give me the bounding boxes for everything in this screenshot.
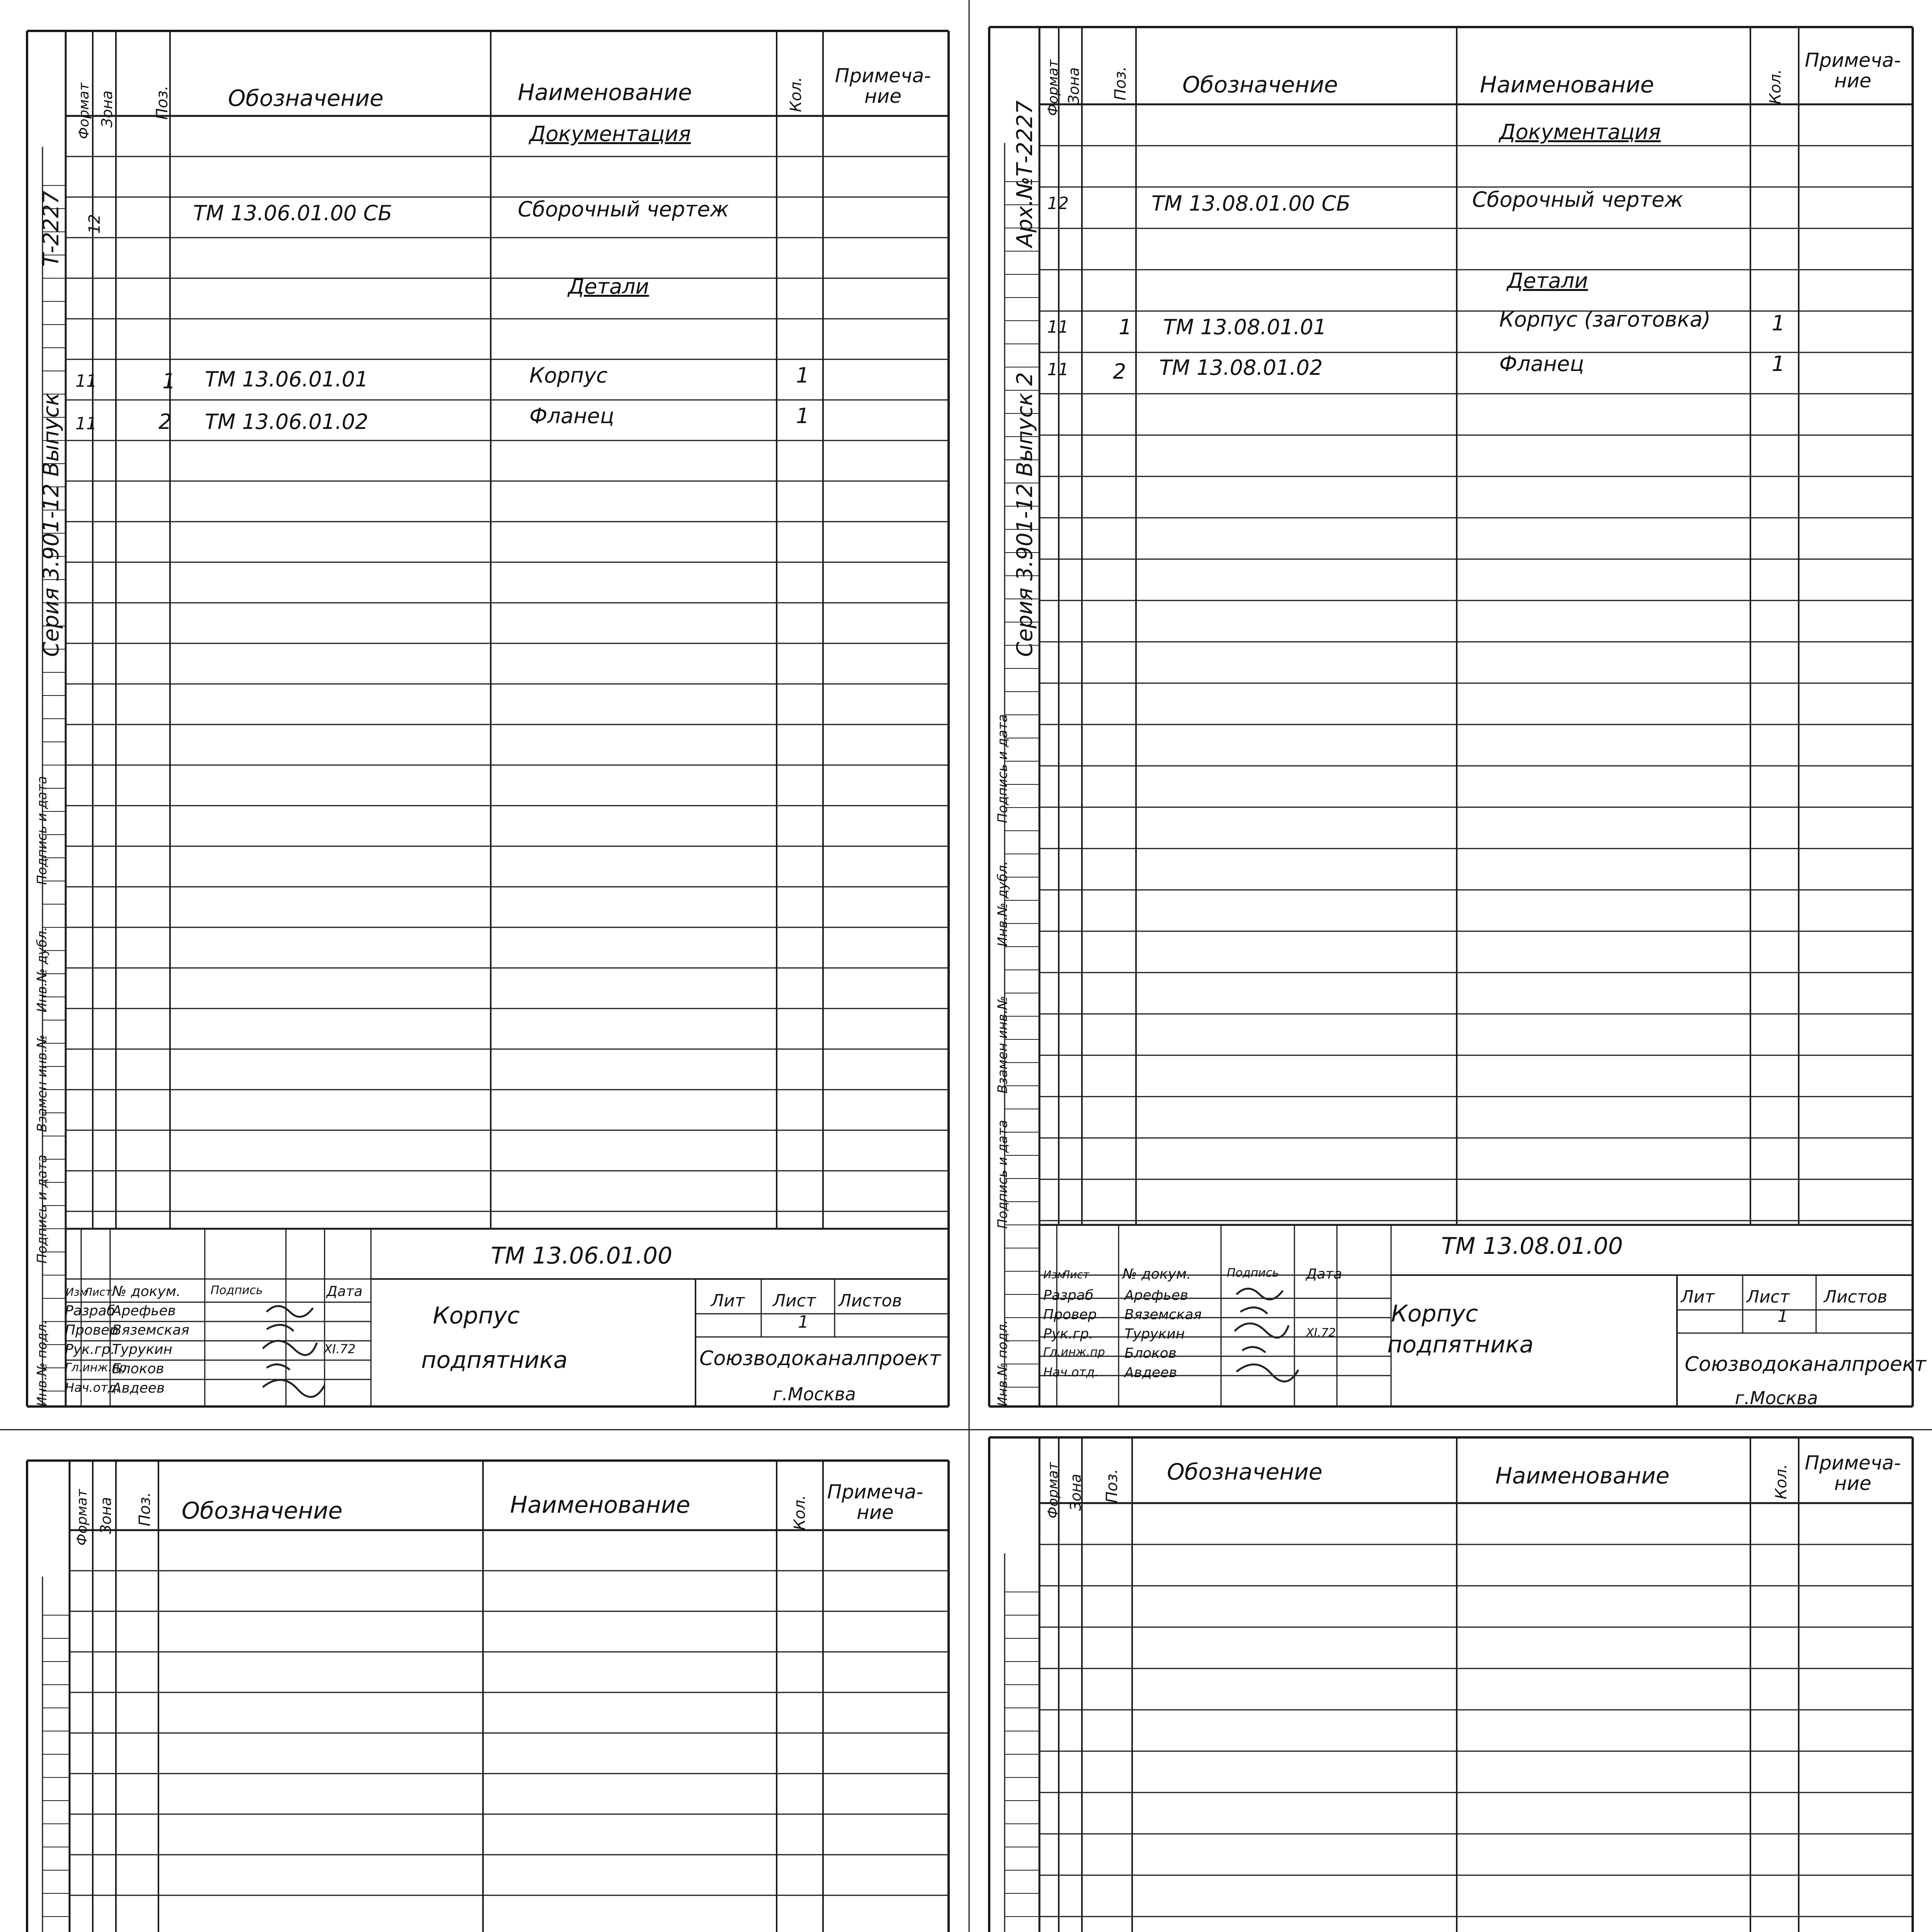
row-2-name: Корпус	[529, 363, 608, 388]
stamp-sheets: Листов	[838, 1291, 902, 1311]
person-2-role: Провер	[65, 1322, 119, 1338]
side-label-vzam-inv: Взамен инв.№	[995, 996, 1010, 1094]
header-qty: Кол.	[787, 77, 805, 112]
stamp-sheet: Лист	[1747, 1287, 1790, 1307]
header-note-line2: ние	[1834, 1472, 1871, 1495]
row-1-name: Сборочный чертеж	[518, 197, 729, 221]
stamp-lit: Лит	[1681, 1287, 1715, 1307]
stamp-lit: Лит	[711, 1291, 745, 1311]
row-3-designation: ТМ 13.08.01.02	[1159, 355, 1323, 380]
header-note-line1: Примеча-	[1804, 1452, 1901, 1474]
header-format: Формат	[76, 82, 92, 139]
side-label-inv-dubl: Инв.№ дубл.	[34, 927, 50, 1012]
stamp-sheets: Листов	[1824, 1287, 1888, 1307]
organization: Союзводоканалпроект	[1685, 1353, 1926, 1376]
row-2-designation: ТМ 13.06.01.01	[205, 367, 369, 391]
city: г.Москва	[773, 1384, 856, 1405]
row-3-format: 11	[1047, 360, 1069, 379]
side-label-podpis: Подпись и дата	[34, 776, 50, 885]
header-name: Наименование	[510, 1492, 690, 1519]
header-format: Формат	[74, 1489, 90, 1546]
person-3-role: Рук.гр.	[1043, 1326, 1094, 1342]
person-5-role: Нач.отд.	[65, 1380, 121, 1395]
title-line-1: Корпус	[433, 1302, 520, 1329]
row-3-qty: 1	[1772, 352, 1785, 376]
row-3-pos: 2	[158, 410, 172, 434]
row-2-format: 11	[1047, 317, 1069, 337]
header-note-line2: ние	[857, 1501, 894, 1524]
stamp-sign: Подпись	[1227, 1266, 1279, 1280]
person-5-role: Нач.отд.	[1043, 1365, 1099, 1379]
row-2-qty: 1	[796, 363, 810, 388]
archive-number: Арх.№Т-2227	[1012, 100, 1037, 247]
header-designation: Обозначение	[228, 85, 384, 111]
side-label-podpis-2: Подпись и дата	[34, 1155, 50, 1264]
header-zone: Зона	[97, 1497, 114, 1534]
row-3-name: Фланец	[1499, 352, 1584, 376]
header-qty: Кол.	[1772, 1464, 1790, 1499]
side-label-inv-podl: Инв.№ подл.	[995, 1320, 1010, 1406]
header-designation: Обозначение	[1167, 1459, 1323, 1485]
title-line-2: подпятника	[421, 1347, 568, 1374]
header-format: Формат	[1045, 1462, 1061, 1519]
row-1-format: 12	[1047, 194, 1069, 213]
row-2-pos: 1	[162, 369, 176, 393]
person-4-role: Гл.инж.пр	[65, 1361, 127, 1374]
header-name: Наименование	[1480, 71, 1654, 98]
row-2-qty: 1	[1772, 311, 1785, 335]
stamp-sign: Подпись	[211, 1284, 263, 1297]
person-3-name: Турукин	[112, 1342, 173, 1357]
header-pos: Поз.	[1112, 66, 1129, 100]
person-2-role: Провер	[1043, 1307, 1097, 1323]
stamp-izm: Изм	[66, 1286, 88, 1298]
side-label-inv-dubl: Инв.№ дубл.	[995, 861, 1010, 947]
row-3-designation: ТМ 13.06.01.02	[205, 410, 369, 434]
side-label-vzam-inv: Взамен инв.№	[34, 1034, 50, 1132]
row-2-pos: 1	[1119, 315, 1132, 339]
header-pos: Поз.	[153, 85, 171, 120]
header-pos: Поз.	[1103, 1469, 1121, 1503]
row-1-name: Сборочный чертеж	[1472, 187, 1684, 212]
stamp-list: Лист	[1062, 1268, 1089, 1281]
row-3-format: 11	[75, 414, 97, 434]
stamp-list: Лист	[84, 1286, 112, 1298]
person-1-name: Арефьев	[112, 1303, 176, 1319]
header-zone: Зона	[99, 90, 116, 128]
row-1-designation: ТМ 13.08.01.00 СБ	[1151, 191, 1351, 216]
header-zone: Зона	[1065, 67, 1082, 104]
row-2-designation: ТМ 13.08.01.01	[1163, 315, 1327, 339]
person-1-role: Разраб	[1043, 1287, 1094, 1303]
row-1-designation: ТМ 13.06.01.00 СБ	[193, 201, 393, 225]
header-note-line2: ние	[864, 85, 901, 107]
person-1-role: Разраб	[65, 1303, 116, 1319]
stamp-date-value: XI.72	[1306, 1326, 1336, 1340]
person-5-name: Авдеев	[1124, 1365, 1177, 1381]
header-zone: Зона	[1067, 1474, 1084, 1511]
person-4-name: Блоков	[1124, 1345, 1177, 1361]
stamp-sheet: Лист	[773, 1291, 816, 1311]
section-documentation: Документация	[1499, 120, 1661, 144]
header-designation: Обозначение	[182, 1497, 343, 1524]
person-2-name: Вяземская	[112, 1322, 190, 1338]
header-note-line1: Примеча-	[835, 65, 931, 87]
header-note	[823, 1482, 927, 1522]
header-pos: Поз.	[136, 1492, 154, 1526]
person-3-name: Турукин	[1124, 1326, 1185, 1342]
header-designation: Обозначение	[1182, 71, 1338, 98]
row-3-pos: 2	[1113, 359, 1126, 384]
person-2-name: Вяземская	[1124, 1307, 1202, 1323]
city: г.Москва	[1735, 1388, 1818, 1408]
row-2-name: Корпус (заготовка)	[1499, 307, 1711, 332]
row-3-name: Фланец	[529, 404, 614, 428]
row-1-format: 12	[86, 214, 104, 234]
header-note	[831, 66, 935, 106]
stamp-doc-no: № докум.	[1122, 1266, 1191, 1282]
stamp-izm: Изм	[1043, 1268, 1065, 1281]
stamp-date: Дата	[327, 1284, 363, 1299]
header-format: Формат	[1045, 59, 1061, 116]
person-1-name: Арефьев	[1124, 1287, 1188, 1303]
header-qty: Кол.	[1767, 69, 1784, 104]
series-label: Серия 3.901-12 Выпуск	[39, 393, 64, 657]
section-documentation: Документация	[529, 122, 691, 146]
row-3-qty: 1	[796, 404, 810, 428]
person-3-role: Рук.гр.	[65, 1342, 115, 1357]
row-2-format: 11	[75, 371, 97, 391]
title-line-2: подпятника	[1387, 1331, 1534, 1358]
sheet-number: 1	[798, 1312, 809, 1332]
person-4-name: Блоков	[112, 1361, 164, 1377]
side-label-podpis-2: Подпись и дата	[995, 1120, 1010, 1229]
section-parts: Детали	[568, 274, 649, 299]
organization: Союзводоканалпроект	[699, 1347, 941, 1370]
stamp-date: Дата	[1306, 1266, 1342, 1282]
header-note-line2: ние	[1834, 69, 1871, 92]
person-5-name: Авдеев	[112, 1380, 165, 1396]
archive-number: Т-2227	[39, 190, 64, 267]
header-name: Наименование	[518, 79, 692, 105]
title-line-1: Корпус	[1391, 1300, 1478, 1327]
series-label: Серия 3.901-12 Выпуск 2	[1012, 372, 1037, 657]
sheet-number: 1	[1777, 1306, 1788, 1326]
person-4-role: Гл.инж.пр	[1043, 1345, 1105, 1359]
side-label-podpis: Подпись и дата	[995, 714, 1010, 823]
header-note	[1801, 1453, 1905, 1493]
doc-code: ТМ 13.08.01.00	[1441, 1233, 1623, 1260]
header-note	[1801, 50, 1905, 91]
section-parts: Детали	[1507, 269, 1588, 293]
header-name: Наименование	[1495, 1463, 1670, 1489]
header-qty: Кол.	[791, 1495, 809, 1530]
doc-code: ТМ 13.06.01.00	[491, 1242, 673, 1269]
side-label-inv-podl: Инв.№ подл.	[34, 1320, 50, 1406]
header-note-line1: Примеча-	[1804, 49, 1901, 71]
stamp-date-value: XI.72	[324, 1342, 356, 1356]
stamp-doc-no: № докум.	[112, 1284, 181, 1299]
header-note-line1: Примеча-	[827, 1481, 923, 1503]
